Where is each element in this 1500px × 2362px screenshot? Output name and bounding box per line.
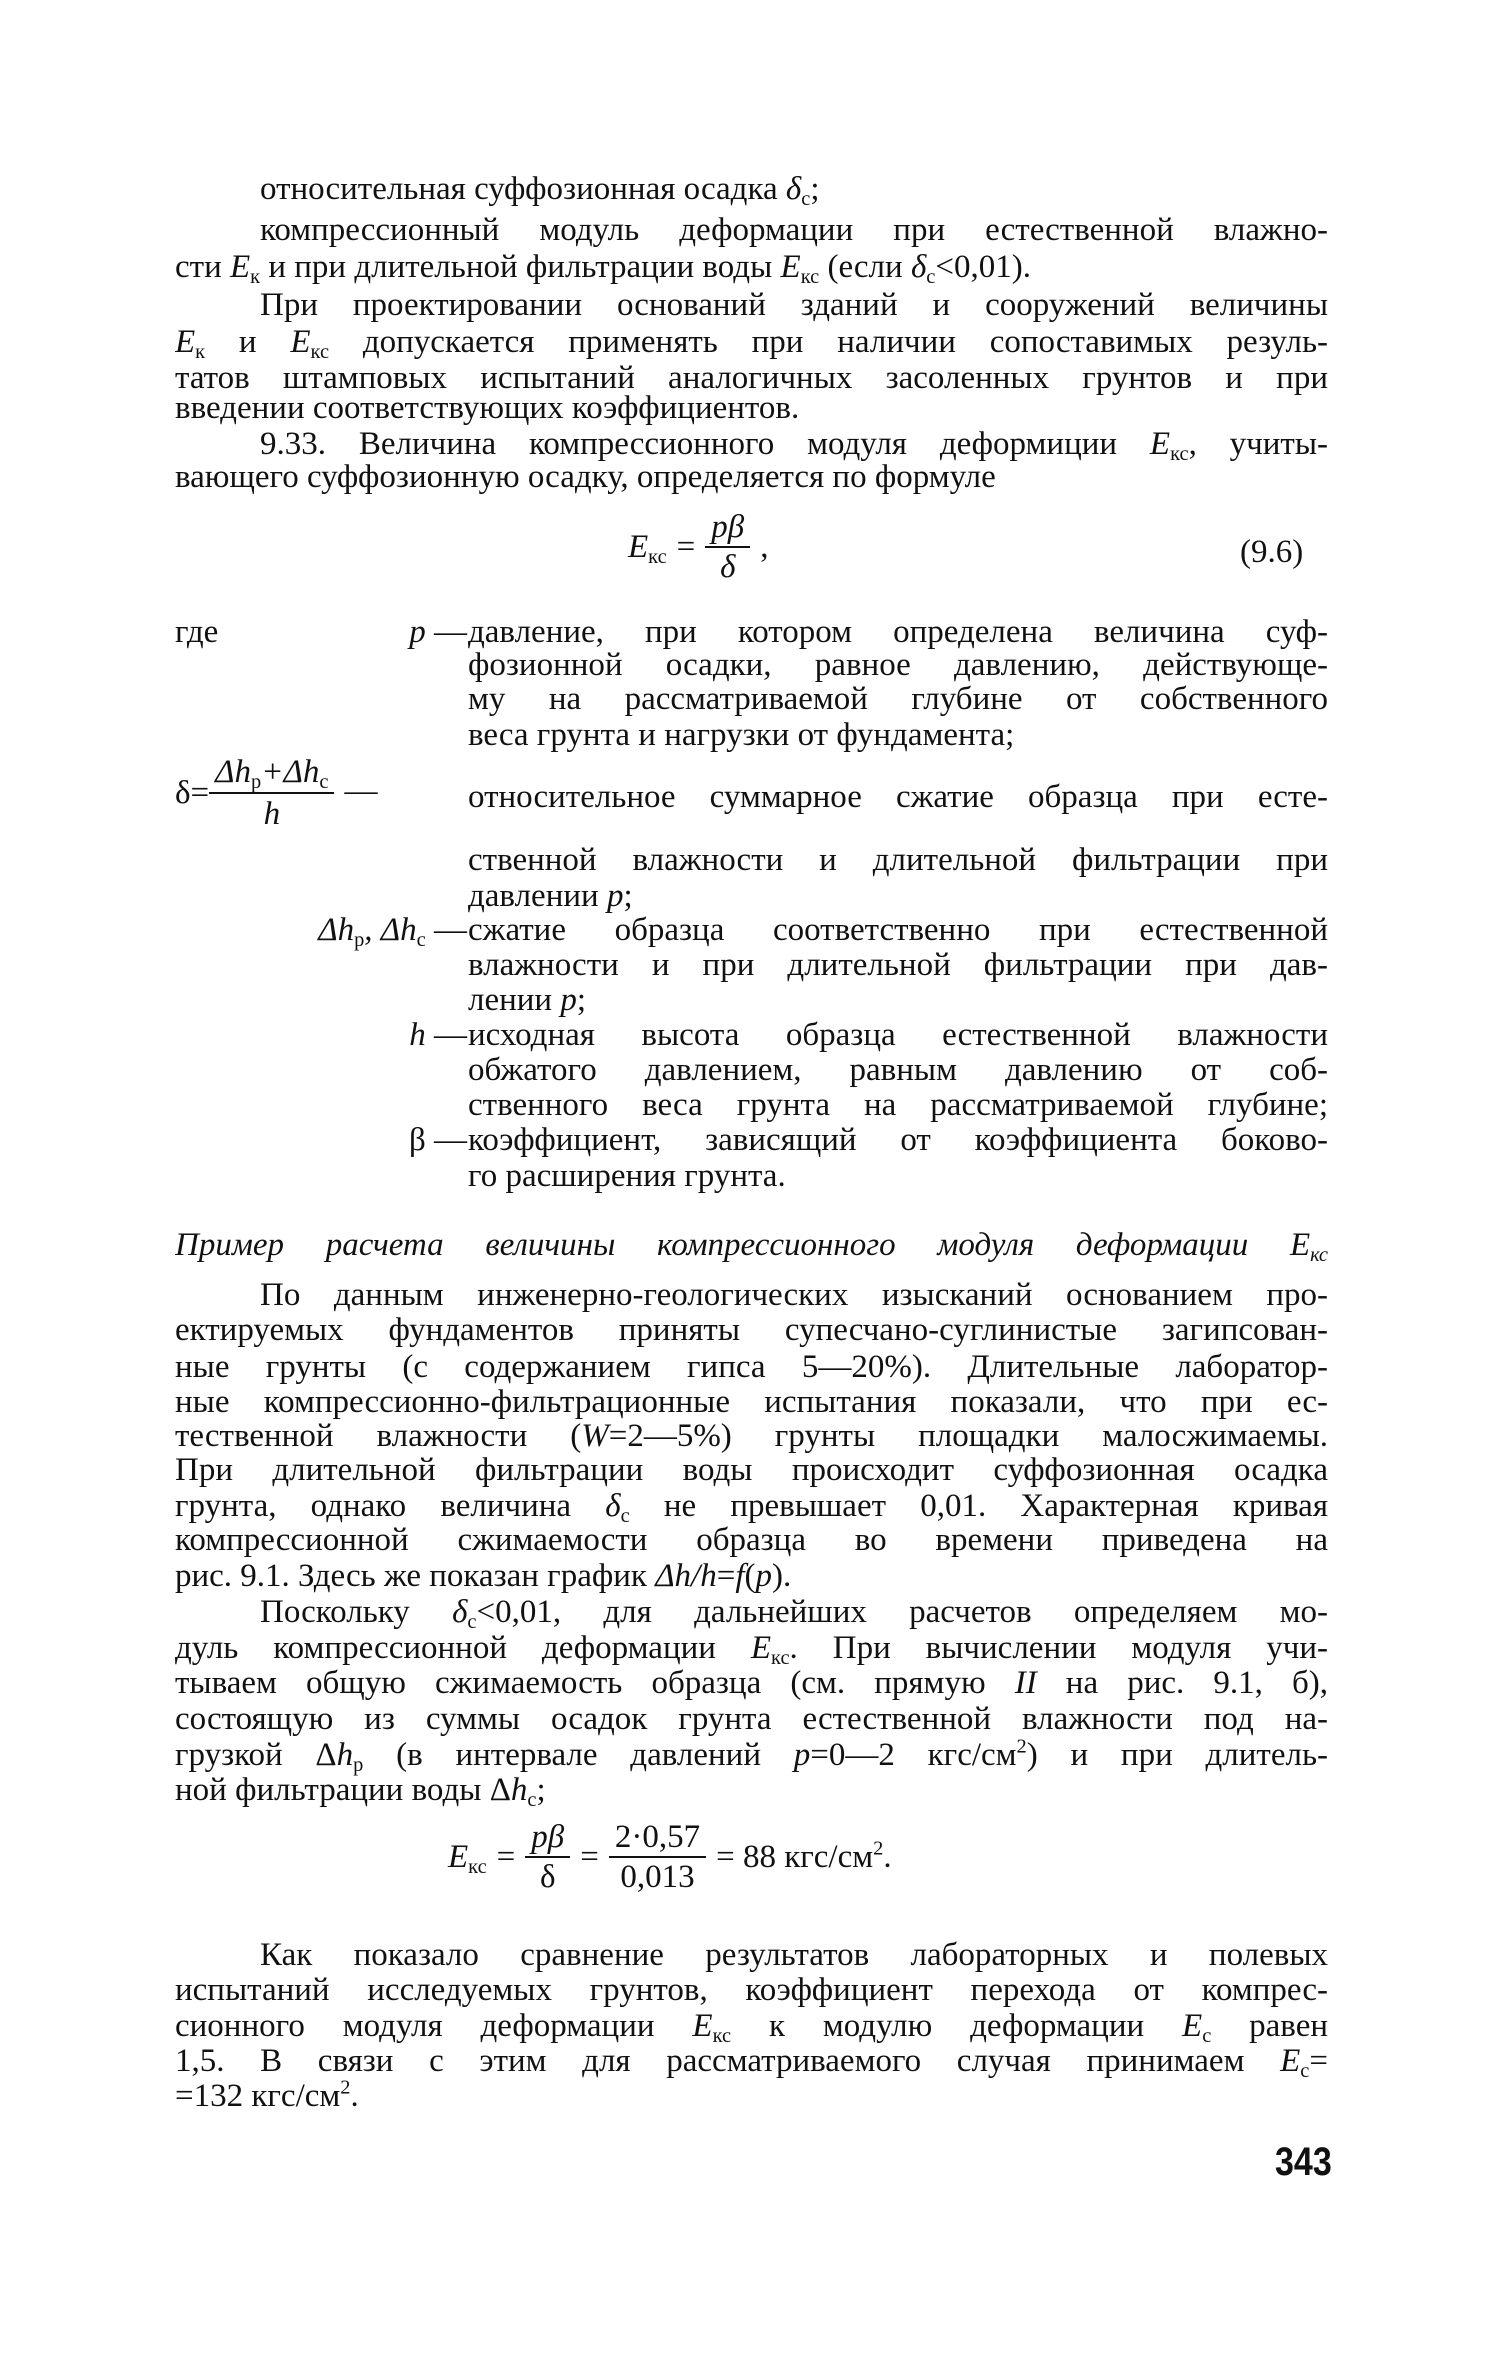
superscript: 2 (340, 2076, 351, 2099)
text-run: рис. 9.1. Здесь же показан график (175, 1558, 656, 1594)
symbol-p: p (409, 614, 426, 650)
numerator-part: +Δh (261, 754, 320, 790)
math-symbol: p (606, 878, 624, 914)
formula-subscript: кс (648, 545, 667, 568)
text-run: му на рассматриваемой глубине от собственного (468, 681, 1328, 717)
text-run: относительная суффозионная осадка (260, 171, 786, 207)
text-run: коэффициент, зависящий от коэффициента боково- (468, 1122, 1328, 1158)
text-run: ( (744, 1558, 756, 1594)
text-line (468, 713, 1328, 757)
text-run: компрессионный модуль деформации при естественной влажно- (260, 212, 1328, 248)
text-run: тественной влажности ( (175, 1418, 582, 1454)
subscript: с (1202, 2025, 1212, 2048)
text-run: = (1309, 2043, 1328, 2079)
text-run: По данным инженерно-геологических изысканий основанием про- (260, 1277, 1328, 1313)
math-symbol: E (229, 249, 251, 285)
denominator: 0,013 (620, 1859, 695, 1895)
subscript: с (620, 1505, 630, 1528)
text-run: грузкой Δ (175, 1737, 337, 1773)
math-symbol: Δh/h (655, 1558, 717, 1594)
text-run: и при длительной фильтрации воды (260, 249, 781, 285)
symbol-beta: β (408, 1122, 426, 1158)
subscript: с (1300, 2060, 1310, 2083)
math-symbol: E (750, 1630, 772, 1666)
subscript: кс (800, 266, 820, 289)
text-run: ; (536, 1772, 546, 1808)
dash: — (434, 1122, 467, 1158)
text-run: ные грунты (с содержанием гипса 5—20%). Длительные лаборатор- (175, 1349, 1328, 1385)
symbol: Δh (318, 912, 355, 948)
symbol-h: h (409, 1017, 426, 1053)
equals-sign: = (580, 1838, 599, 1875)
text-run: грунта, однако величина (175, 1488, 606, 1524)
text-line (468, 775, 1328, 819)
math-symbol: δ (452, 1594, 468, 1630)
fraction (609, 1818, 706, 1896)
text-run: ; (810, 171, 820, 207)
formula-subscript: кс (468, 1855, 487, 1878)
text-run: относительное суммарное сжатие образца при есте- (468, 779, 1328, 815)
math-symbol: E (780, 249, 801, 285)
text-line (260, 167, 1328, 211)
math-symbol: E (1149, 426, 1171, 462)
math-symbol: E (290, 324, 311, 360)
subscript: с (467, 1611, 477, 1634)
math-symbol: E (692, 2008, 713, 2044)
text-run: Поскольку (260, 1594, 453, 1630)
dash: — (434, 614, 467, 650)
denominator: h (263, 796, 281, 832)
text-run: состоящую из суммы осадок грунта естественной влажности под на- (175, 1701, 1328, 1737)
text-line (468, 1154, 1328, 1198)
math-symbol: δ (910, 249, 927, 285)
text-run: ные компрессионно-фильтрационные испытания показали, что при ес- (175, 1384, 1328, 1420)
dash: — (344, 772, 378, 809)
definition-symbol-beta (175, 1118, 467, 1162)
math-symbol: δ (605, 1488, 621, 1524)
numerator-part: Δh (215, 754, 252, 790)
denominator: δ (720, 549, 736, 585)
text-run: сти (175, 249, 230, 285)
text-run: равен (1211, 2008, 1328, 2044)
symbol: , Δh (364, 912, 417, 948)
math-symbol: p (793, 1737, 811, 1773)
text-run: ; (576, 982, 587, 1018)
math-symbol: h (336, 1737, 354, 1773)
text-run: лении (468, 982, 561, 1018)
text-run: тываем общую сжимаемость образца (см. прямую (175, 1665, 1015, 1701)
text-run: к модулю деформации (731, 2008, 1183, 2044)
math-symbol: E (1182, 2008, 1203, 2044)
text-run: <0,01, для дальнейших расчетов определяем мо- (476, 1594, 1328, 1630)
text-run: где (175, 614, 219, 650)
example-formula (448, 1818, 892, 1896)
text-run: введении соответствующих коэффициентов. (175, 390, 800, 426)
formula-9-6 (628, 508, 768, 586)
text-run: веса грунта и нагрузки от фундамента; (468, 717, 1015, 753)
denominator: δ (539, 1859, 556, 1895)
math-symbol: E (175, 324, 196, 360)
equals-sign: = (496, 1838, 516, 1875)
text-run: ственного веса грунта на рассматриваемой глубине; (468, 1087, 1328, 1123)
math-symbol: δ (785, 171, 802, 207)
text-run: . (350, 2078, 359, 2114)
text-run: го расширения грунта. (468, 1158, 786, 1194)
superscript: 2 (873, 1837, 884, 1860)
numerator: pβ (525, 1818, 570, 1858)
text-run: 1,5. В связи с этим для рассматриваемого случая принимаем (175, 2043, 1281, 2079)
period: . (883, 1838, 892, 1875)
text-run: . При вычислении модуля учи- (789, 1630, 1328, 1666)
text-run: на рис. 9.1, б), (1036, 1665, 1328, 1701)
subscript: с (319, 771, 329, 794)
text-run: Как показало сравнение результатов лабораторных и полевых (260, 1937, 1328, 1973)
text-run: вающего суффозионную осадку, определяется по формуле (175, 459, 996, 495)
text-run: испытаний исследуемых грунтов, коэффициент перехода от компрес- (175, 1972, 1328, 2008)
text-run: дуль компрессионной деформации (175, 1630, 751, 1666)
text-run: E (1289, 1227, 1311, 1263)
subscript: р (353, 1754, 364, 1777)
subscript: к (250, 266, 261, 289)
text-run: Пример расчета величины компрессионного модуля деформации (175, 1227, 1290, 1263)
text-run: давление, при котором определена величина суф- (468, 614, 1328, 650)
definition-symbol-p (175, 610, 467, 654)
equals-sign: = (676, 528, 696, 565)
text-run: фозионной осадки, равное давлению, действующе- (468, 647, 1328, 683)
superscript: 2 (1016, 1735, 1027, 1758)
subscript: кс (1170, 443, 1189, 466)
section-heading (175, 1223, 1328, 1267)
subscript: кс (712, 2025, 732, 2048)
definition-symbol-dh (175, 908, 467, 952)
subscript: р (251, 771, 262, 794)
math-symbol: W (581, 1418, 609, 1454)
text-run: не превышает 0,01. Характерная кривая (629, 1488, 1328, 1524)
text-run: При проектировании оснований зданий и сооружений величины (260, 287, 1328, 323)
math-symbol: p (755, 1558, 773, 1594)
result: = 88 кгс/см (716, 1838, 874, 1875)
text-line (175, 455, 1328, 499)
subscript: кс (310, 341, 330, 364)
text-line (175, 1768, 1328, 1812)
math-symbol: h (510, 1772, 528, 1808)
subscript: с (926, 266, 936, 289)
delta-fraction (209, 752, 334, 834)
subscript: с (527, 1789, 537, 1812)
text-run: давлении (468, 878, 607, 914)
text-run: = (716, 1558, 736, 1594)
math-symbol: p (560, 982, 577, 1018)
math-symbol: f (735, 1558, 745, 1594)
text-run: ). (772, 1558, 792, 1594)
formula-symbol: E (628, 528, 649, 565)
text-run: =2—5%) грунты площадки малосжимаемы. (608, 1418, 1328, 1454)
text-run: исходная высота образца естественной влажности (468, 1017, 1328, 1053)
text-run: =0—2 кгс/см (810, 1737, 1017, 1773)
text-run: ектируемых фундаментов приняты супесчано-суглинистые загипсован- (175, 1312, 1328, 1348)
subscript: р (354, 929, 365, 952)
text-run: , учиты- (1188, 426, 1328, 462)
text-line (175, 2074, 1328, 2118)
delta-equals: δ= (175, 774, 210, 811)
numerator: pβ (705, 508, 750, 548)
text-run: При длительной фильтрации воды происходит суффозионная осадка (175, 1452, 1328, 1488)
text-run: (в интервале давлений (363, 1737, 794, 1773)
fraction (525, 1818, 570, 1896)
subscript: кс (771, 1647, 790, 1670)
text-run: сжатие образца соответственно при естественной (468, 912, 1328, 948)
fraction (705, 508, 750, 586)
page-number: 343 (1275, 2140, 1332, 2184)
text-run: ственной влажности и длительной фильтрации при (468, 842, 1328, 878)
subscript: с (416, 929, 426, 952)
text-run: обжатого давлением, равным давлению от соб- (468, 1052, 1328, 1088)
subscript: к (195, 341, 206, 364)
text-run: ; (623, 878, 633, 914)
math-symbol: II (1014, 1665, 1037, 1701)
text-run: ) и при длитель- (1026, 1737, 1328, 1773)
math-symbol: E (1280, 2043, 1301, 2079)
text-run: допускается применять при наличии сопоставимых резуль- (329, 324, 1328, 360)
dash: — (434, 912, 467, 948)
text-run: ной фильтрации воды Δ (175, 1772, 511, 1808)
equation-number: (9.6) (1240, 534, 1304, 570)
formula-comma: , (760, 528, 769, 565)
definition-symbol-delta (175, 752, 377, 834)
text-run: влажности и при длительной фильтрации при дав- (468, 947, 1328, 983)
text-run: татов штамповых испытаний аналогичных засоленных грунтов и при (175, 360, 1328, 396)
text-run: 9.33. Величина компрессионного модуля деформиции (260, 426, 1150, 462)
text-run: сионного модуля деформации (175, 2008, 693, 2044)
text-run: и (205, 324, 291, 360)
subscript: с (801, 188, 811, 211)
text-run: =132 кгс/см (175, 2078, 341, 2114)
dash: — (434, 1017, 467, 1053)
formula-symbol: E (448, 1838, 469, 1875)
text-run: компрессионной сжимаемости образца во времени приведена на (175, 1522, 1328, 1558)
subscript: кс (1310, 1244, 1328, 1267)
text-run: (если (819, 249, 911, 285)
text-run: <0,01). (935, 249, 1031, 285)
definition-symbol-h (175, 1013, 467, 1057)
numerator: 2·0,57 (609, 1818, 706, 1858)
